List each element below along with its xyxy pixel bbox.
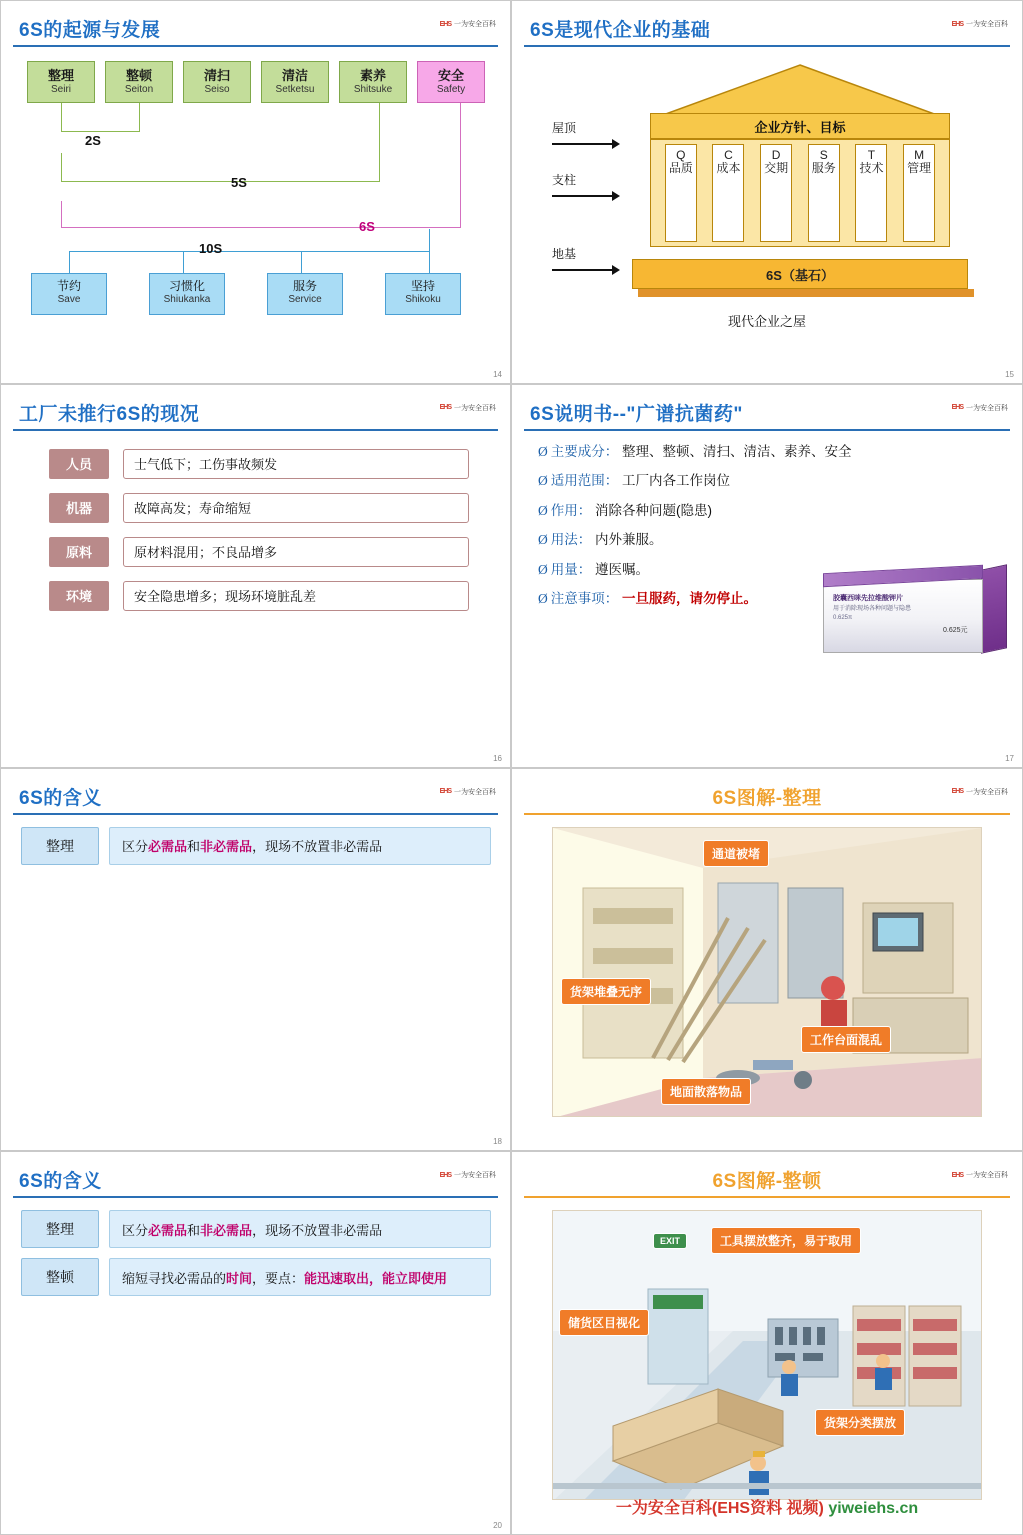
page-number: 14 xyxy=(493,369,502,379)
watermark: 一为安全百科(EHS资料 视频) yiweiehs.cn xyxy=(615,1500,919,1517)
title-divider xyxy=(524,429,1010,431)
label-5s: 5S xyxy=(231,175,247,190)
pillar-s: S 服务 xyxy=(808,144,840,242)
bullet-marker: Ø xyxy=(538,443,548,459)
tag-seiri: 整理 xyxy=(21,1210,99,1248)
extra-terms-row xyxy=(31,273,461,315)
tag-personnel: 人员 xyxy=(49,449,109,479)
list-item: Ø 用量： 遵医嘱。 xyxy=(538,561,650,577)
worker-3 xyxy=(875,1354,892,1390)
page-number: 20 xyxy=(493,1521,502,1530)
callout-items-on-floor: 地面散落物品 xyxy=(661,1078,751,1105)
medicine-sub: 用于消除现场各种问题与隐患 xyxy=(833,605,912,612)
bullet-marker: Ø xyxy=(538,532,548,548)
issue-text: 故障高发；寿命缩短 xyxy=(123,493,469,523)
callout-messy-worktop: 工作台面混乱 xyxy=(801,1026,891,1053)
meaning-text: 区分 必需品 和 非必需品 ，现场不放置非必需品 xyxy=(109,827,491,865)
illustration-svg xyxy=(553,1211,982,1500)
connector-5s-right xyxy=(379,103,380,181)
list-item: Ø 适用范围： 工厂内各工作岗位 xyxy=(538,473,731,489)
tag-environment: 环境 xyxy=(49,581,109,611)
medicine-name: 胶囊西咪先拉维酸钾片 xyxy=(833,594,903,602)
connector-10s-bar xyxy=(69,251,429,252)
connector-10s-a xyxy=(183,251,184,273)
slide-6s-meaning-1 xyxy=(0,768,511,1152)
messy-workshop-illustration xyxy=(552,827,982,1117)
list-item: Ø 注意事项： 一旦服药，请勿停止。 xyxy=(538,591,758,607)
list-item: Ø 主要成分： 整理、整顿、清扫、清洁、素养、安全 xyxy=(538,443,852,459)
term-service: 服务 Service xyxy=(267,273,343,315)
connector-5s-left xyxy=(61,153,62,181)
arrow-line-base xyxy=(552,269,612,271)
tag-seiri: 整理 xyxy=(21,827,99,865)
connector-5s-bar xyxy=(61,181,380,182)
pillar-group xyxy=(650,139,950,247)
bullet-marker: Ø xyxy=(538,561,548,577)
house-caption: 现代企业之屋 xyxy=(727,314,806,329)
page-number: 16 xyxy=(493,753,502,763)
s-term-safety: 安全 Safety xyxy=(417,61,485,103)
worker-2 xyxy=(781,1360,798,1396)
brand-logo: EHS 一为安全百科 xyxy=(439,788,496,796)
arrow-line-pillar xyxy=(552,195,612,197)
bullet-marker: Ø xyxy=(538,591,548,607)
slide-6s-illustration-seiri xyxy=(511,768,1023,1152)
bullet-marker: Ø xyxy=(538,473,548,489)
connector-6s-left xyxy=(61,201,62,227)
bullet-marker: Ø xyxy=(538,502,548,518)
list-item: Ø 用法： 内外兼服。 xyxy=(538,532,663,548)
slide-factory-without-6s xyxy=(0,384,511,768)
slide-title: 6S说明书--"广谱抗菌药" xyxy=(530,403,743,425)
page-number: 15 xyxy=(1005,369,1014,379)
slide-title: 6S是现代企业的基础 xyxy=(530,20,711,41)
connector-2s-bar xyxy=(61,131,140,132)
arrow-label-roof: 屋顶 xyxy=(552,121,577,135)
slide-6s-origin xyxy=(0,0,511,384)
issue-text: 原材料混用；不良品增多 xyxy=(123,537,469,567)
arrow-label-base: 地基 xyxy=(552,247,577,261)
label-10s: 10S xyxy=(199,241,223,256)
page-number: 17 xyxy=(1005,753,1014,763)
list-item xyxy=(21,1258,491,1296)
callout-blocked-aisle: 通道被堵 xyxy=(703,840,769,867)
term-save: 节约 Save xyxy=(31,273,107,315)
pillar-c: C 成本 xyxy=(712,144,744,242)
term-shikoku: 坚持 Shikoku xyxy=(385,273,461,315)
brand-logo: EHS 一为安全百科 xyxy=(439,404,496,412)
brand-logo: EHS 一为安全百科 xyxy=(951,20,1008,28)
issue-list xyxy=(49,449,469,625)
title-divider xyxy=(524,45,1010,47)
s-term-seiton: 整顿 Seiton xyxy=(105,61,173,103)
meaning-text: 缩短寻找必需品的 时间 ，要点： 能迅速取出，能立即使用 xyxy=(109,1258,491,1296)
callout-storage-visual: 储货区目视化 xyxy=(559,1309,649,1336)
connector-2s-b xyxy=(139,103,140,131)
list-item xyxy=(21,1210,491,1248)
arrow-head-base xyxy=(612,265,620,275)
slide-6s-instructions xyxy=(511,384,1023,768)
connector-2s xyxy=(61,103,62,131)
list-item xyxy=(49,449,469,479)
list-item xyxy=(49,581,469,611)
brand-logo: EHS 一为安全百科 xyxy=(439,1171,496,1180)
slide-title: 6S图解-整顿 xyxy=(712,1171,822,1193)
list-item xyxy=(21,827,491,865)
page-number: 18 xyxy=(493,1137,502,1147)
s-term-shitsuke: 素养 Shitsuke xyxy=(339,61,407,103)
term-shiukanka: 习惯化 Shiukanka xyxy=(149,273,225,315)
tag-seiton: 整顿 xyxy=(21,1258,99,1296)
connector-10s-b xyxy=(301,251,302,273)
title-divider xyxy=(13,429,498,431)
callout-shelf-classified: 货架分类摆放 xyxy=(815,1409,905,1436)
s-term-setketsu: 清洁 Setketsu xyxy=(261,61,329,103)
slide-title: 6S的含义 xyxy=(19,787,102,809)
list-item: Ø 作用： 消除各种问题(隐患) xyxy=(538,502,713,518)
slide-title: 6S图解-整理 xyxy=(712,787,822,809)
callout-disordered-shelves: 货架堆叠无序 xyxy=(561,978,651,1005)
slide-title: 6S的含义 xyxy=(19,1171,102,1193)
exit-sign: EXIT xyxy=(653,1233,687,1249)
slide-6s-illustration-seiton xyxy=(511,1151,1023,1535)
box-side xyxy=(981,564,1007,654)
list-item xyxy=(49,493,469,523)
list-item xyxy=(49,537,469,567)
brand-logo: EHS 一为安全百科 xyxy=(951,788,1008,796)
title-divider xyxy=(13,813,498,815)
organized-warehouse-illustration xyxy=(552,1210,982,1500)
roof-label: 企业方针、目标 xyxy=(650,113,950,139)
slide-6s-meaning-2 xyxy=(0,1151,511,1535)
callout-tools-arranged: 工具摆放整齐，易于取用 xyxy=(711,1227,861,1254)
s-term-seiso: 清扫 Seiso xyxy=(183,61,251,103)
pillar-t: T 技术 xyxy=(855,144,887,242)
connector-10s-left xyxy=(69,251,70,273)
title-divider xyxy=(13,45,498,47)
arrow-label-pillar: 支柱 xyxy=(552,173,577,187)
brand-logo: EHS 一为安全百科 xyxy=(951,404,1008,412)
arrow-head-roof xyxy=(612,139,620,149)
connector-10s-c xyxy=(429,229,430,273)
medicine-spec: 0.625π xyxy=(833,614,853,621)
arrow-line-roof xyxy=(552,143,612,145)
connector-6s-right xyxy=(460,103,461,227)
issue-text: 士气低下；工伤事故频发 xyxy=(123,449,469,479)
tag-material: 原料 xyxy=(49,537,109,567)
meaning-list xyxy=(21,1210,491,1306)
label-2s: 2S xyxy=(85,133,101,148)
base-label: 6S（基石） xyxy=(632,259,968,289)
pillar-q: Q 品质 xyxy=(665,144,697,242)
title-divider xyxy=(524,1196,1010,1198)
brand-logo: EHS 一为安全百科 xyxy=(439,20,496,28)
s-term-row xyxy=(27,61,485,103)
title-divider xyxy=(524,813,1010,815)
connector-6s-bar xyxy=(61,227,461,228)
slide-title: 工厂未推行6S的现况 xyxy=(19,403,200,425)
slide-title: 6S的起源与发展 xyxy=(19,20,161,41)
issue-text: 安全隐患增多；现场环境脏乱差 xyxy=(123,581,469,611)
house-diagram xyxy=(572,63,972,303)
s-term-seiri: 整理 Seiri xyxy=(27,61,95,103)
pillar-d: D 交期 xyxy=(760,144,792,242)
medicine-box-image xyxy=(823,565,1008,661)
title-divider xyxy=(13,1196,498,1198)
base-shadow xyxy=(638,289,974,297)
slide-enterprise-house xyxy=(511,0,1023,384)
tag-machine: 机器 xyxy=(49,493,109,523)
meaning-list xyxy=(21,827,491,875)
pillar-m: M 管理 xyxy=(903,144,935,242)
label-6s: 6S xyxy=(359,219,375,234)
medicine-price: 0.625元 xyxy=(943,626,968,634)
illustration-svg xyxy=(553,828,982,1117)
brand-logo: EHS 一为安全百科 xyxy=(951,1171,1008,1180)
meaning-text: 区分 必需品 和 非必需品 ，现场不放置非必需品 xyxy=(109,1210,491,1248)
arrow-head-pillar xyxy=(612,191,620,201)
